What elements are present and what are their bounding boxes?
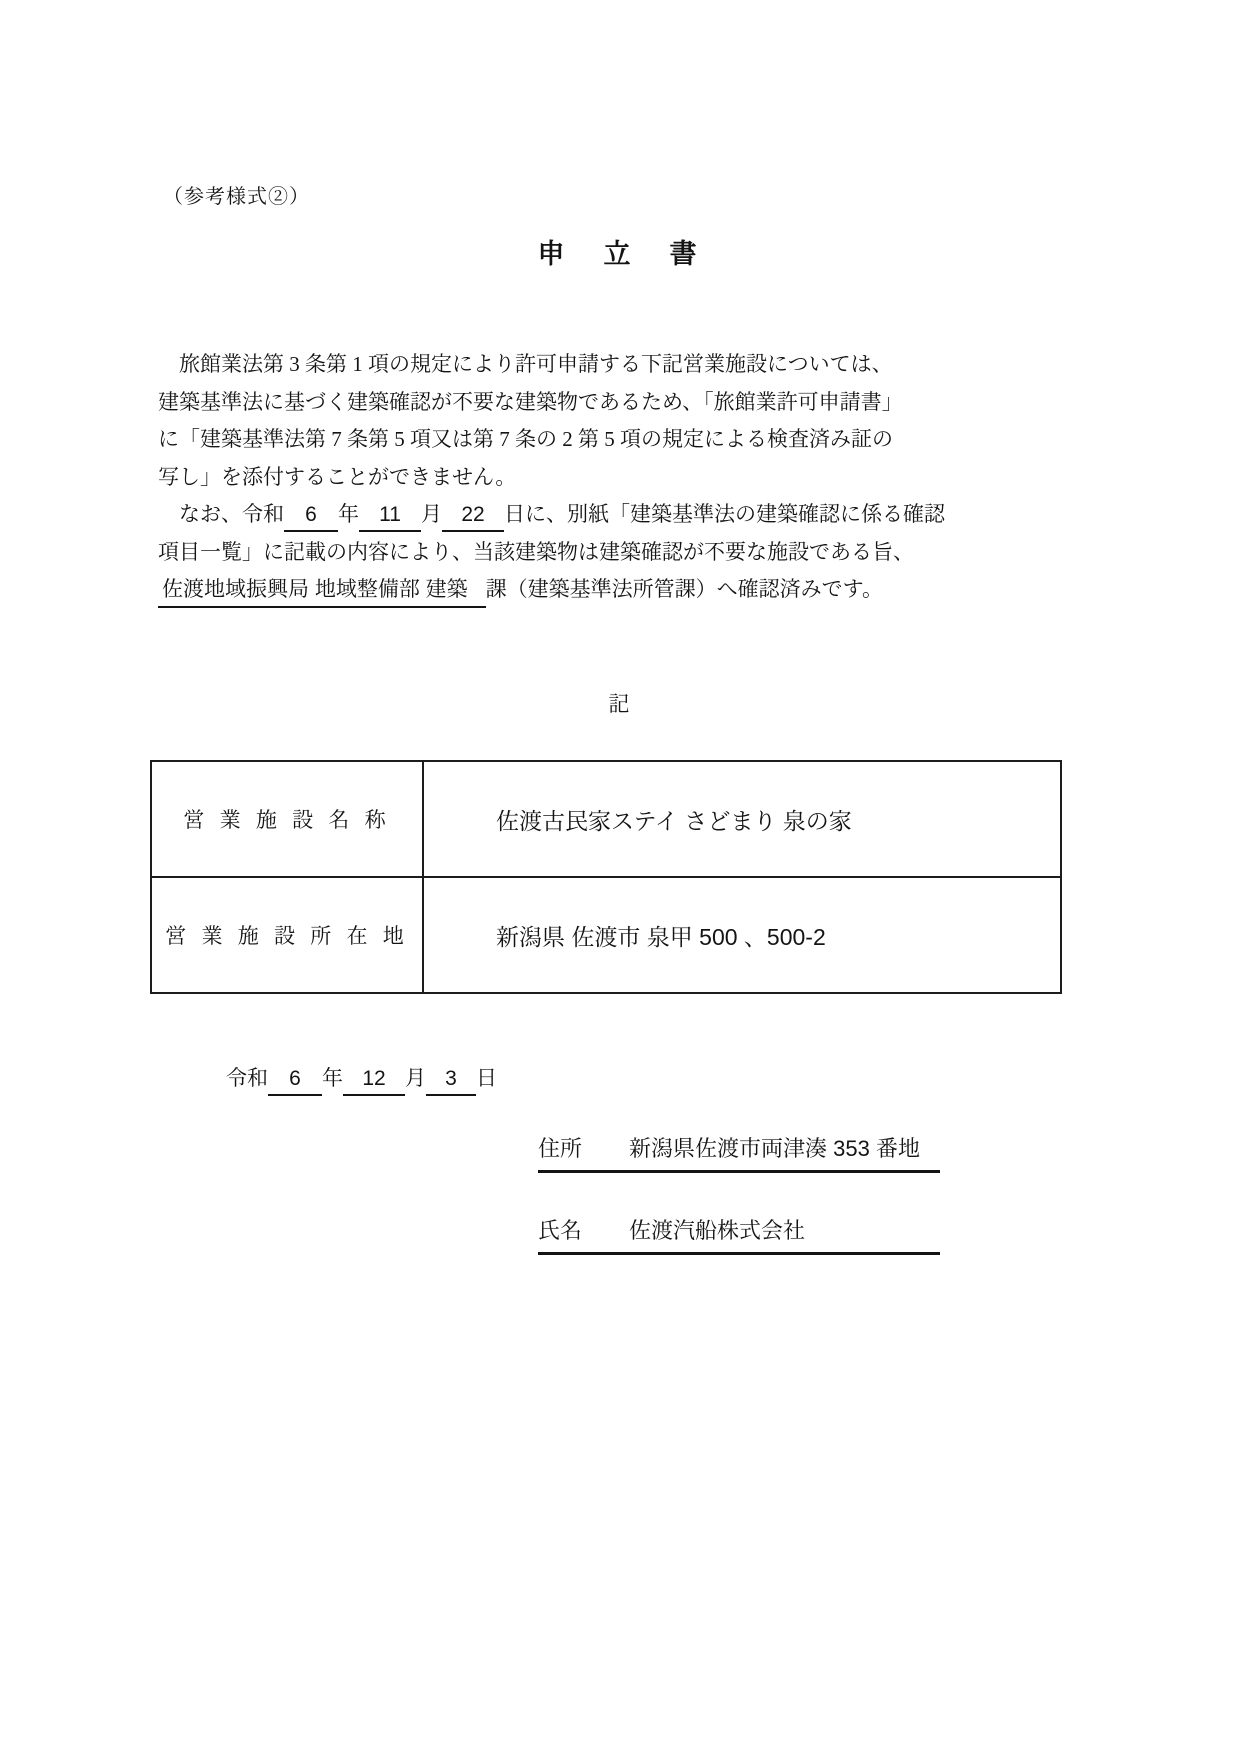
applicant-address-value: 新潟県佐渡市両津湊 353 番地 xyxy=(629,1136,920,1161)
submission-month-fill: 12 xyxy=(343,1064,405,1096)
facility-name-label: 営 業 施 設 名 称 xyxy=(151,761,423,877)
paragraph2-line1-rest: 日に、別紙「建築基準法の建築確認に係る確認 xyxy=(504,502,945,526)
applicant-name-label: 氏名 xyxy=(538,1218,583,1243)
paragraph1-line1: 旅館業法第 3 条第 1 項の規定により許可申請する下記営業施設については、 xyxy=(158,352,893,376)
applicant-name-line xyxy=(538,1214,940,1255)
year-unit: 年 xyxy=(338,502,359,526)
body-text xyxy=(158,346,1018,609)
submission-day-unit: 日 xyxy=(476,1066,497,1090)
submission-date-line xyxy=(226,1062,497,1096)
submission-year-unit: 年 xyxy=(322,1066,343,1090)
facility-table xyxy=(150,760,1062,994)
paragraph2-line1 xyxy=(158,496,1018,534)
applicant-name-value: 佐渡汽船株式会社 xyxy=(629,1218,806,1243)
confirmation-day-fill: 22 xyxy=(442,500,504,532)
paragraph2-lead: なお、令和 xyxy=(158,502,284,526)
confirmation-year-fill: 6 xyxy=(284,500,338,532)
confirming-office-fill: 佐渡地域振興局 地域整備部 建築 xyxy=(158,574,486,608)
table-row-facility-address xyxy=(151,877,1061,993)
paragraph2-line3 xyxy=(158,571,1018,609)
reference-form-label: （参考様式②） xyxy=(163,186,310,208)
paragraph1-line2: 建築基準法に基づく建築確認が不要な建築物であるため、「旅館業許可申請書」 xyxy=(158,389,903,414)
ki-heading: 記 xyxy=(608,692,632,716)
paragraph1-line4: 写し」を添付することができません。 xyxy=(158,464,517,489)
paragraph2-line3-rest: 課（建築基準法所管課）へ確認済みです。 xyxy=(485,577,883,601)
table-row-facility-name xyxy=(151,761,1061,877)
facility-address-value: 新潟県 佐渡市 泉甲 500 、500-2 xyxy=(423,877,1061,993)
submission-month-unit: 月 xyxy=(405,1066,426,1090)
submission-day-fill: 3 xyxy=(426,1064,476,1096)
paragraph1-line3: に「建築基準法第 7 条第 5 項又は第 7 条の 2 第 5 項の規定による検査済み証の xyxy=(158,427,893,451)
submission-year-fill: 6 xyxy=(268,1064,322,1096)
applicant-address-label: 住所 xyxy=(538,1136,583,1161)
applicant-address-line xyxy=(538,1132,940,1173)
facility-address-label: 営 業 施 設 所 在 地 xyxy=(151,877,423,993)
facility-name-value: 佐渡古民家ステイ さどまり 泉の家 xyxy=(423,761,1061,877)
era-label: 令和 xyxy=(226,1066,268,1090)
confirmation-month-fill: 11 xyxy=(359,500,421,532)
paragraph2-line2: 項目一覧」に記載の内容により、当該建築物は建築確認が不要な施設である旨、 xyxy=(158,539,914,564)
month-unit: 月 xyxy=(421,502,442,526)
document-title: 申 立 書 xyxy=(537,239,703,269)
